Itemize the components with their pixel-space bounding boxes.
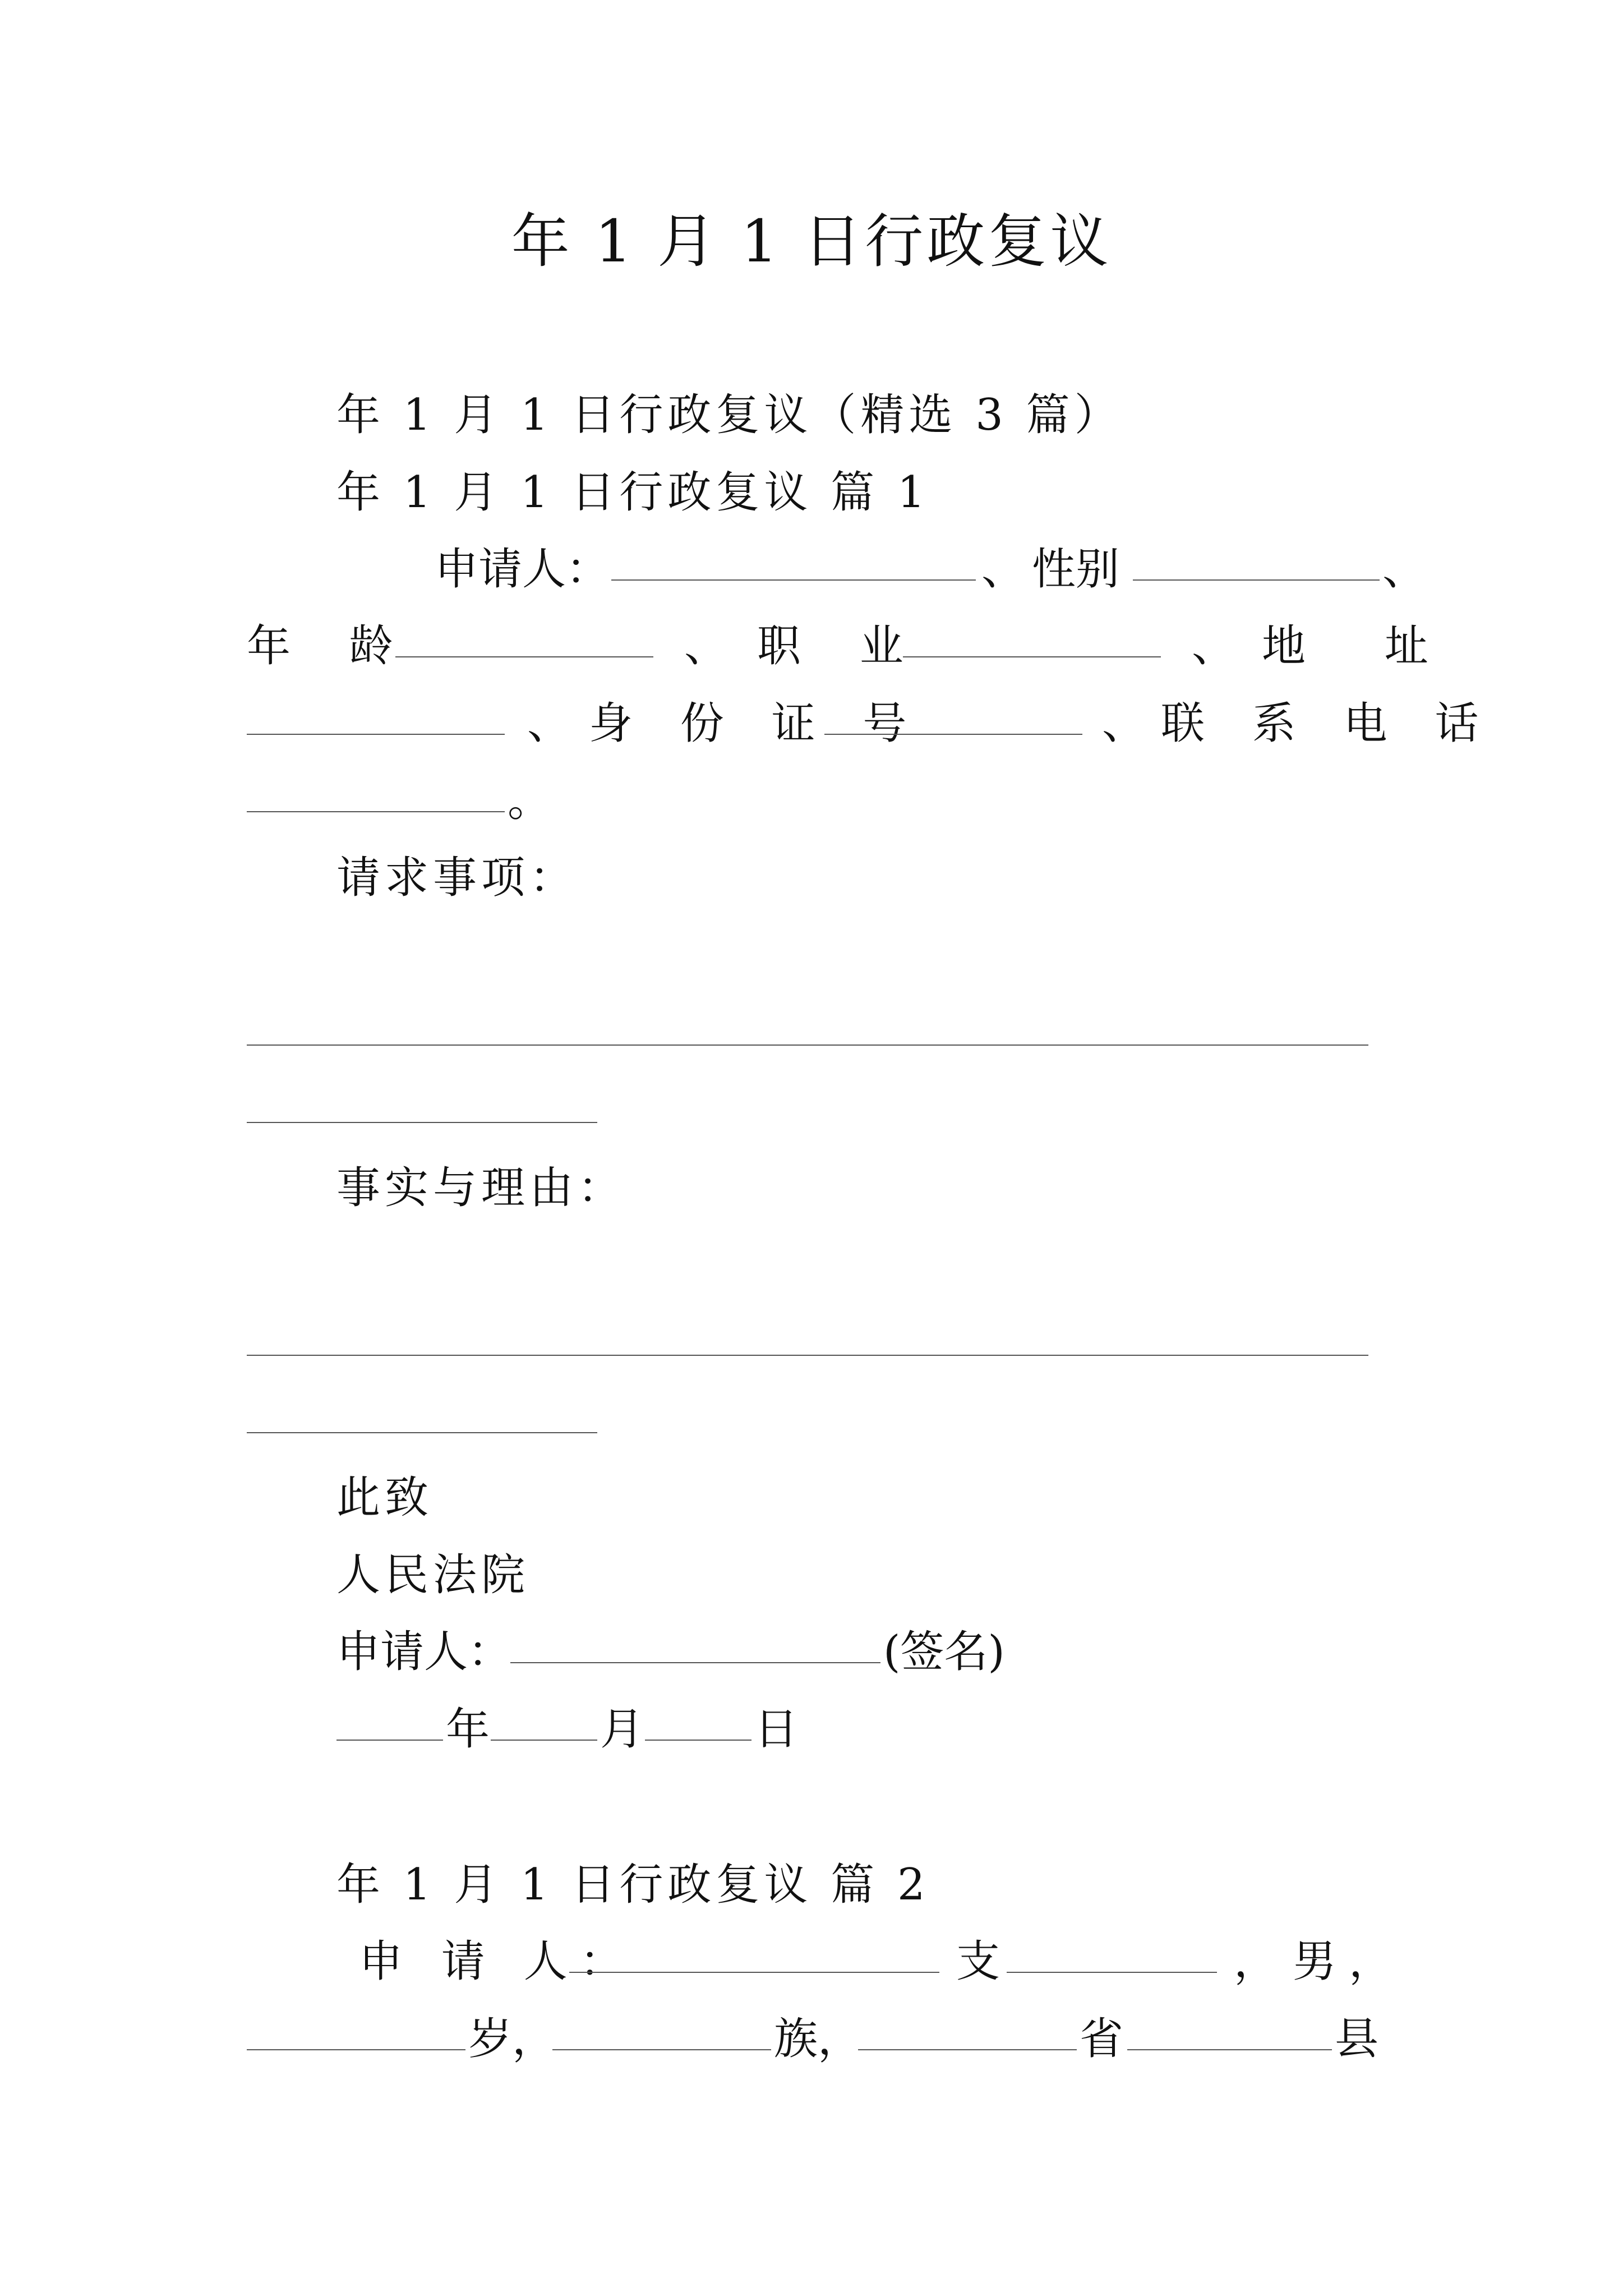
id-label: 身 份 证 号: [589, 698, 924, 749]
year-char: 年: [446, 1704, 490, 1755]
county-field[interactable]: [1127, 2011, 1332, 2050]
gender-label: 性别: [1032, 544, 1120, 595]
separator: ，: [1349, 1936, 1393, 1987]
request-line-1[interactable]: [247, 1045, 1368, 1046]
request-label: 请求事项：: [336, 853, 578, 903]
address-label: 地 址: [1262, 621, 1461, 671]
sign-note: (签名): [883, 1627, 1005, 1677]
branch-char: 支: [956, 1936, 1000, 1987]
province-char: 省: [1080, 2014, 1124, 2064]
age-label: 年 龄: [247, 621, 416, 671]
branch-field[interactable]: [1007, 1934, 1217, 1973]
request-line-2[interactable]: [247, 1122, 597, 1123]
gender-field[interactable]: [1133, 541, 1380, 581]
ethnic-field[interactable]: [552, 2011, 771, 2050]
applicant-label: 申请人：: [435, 544, 610, 595]
month-field[interactable]: [491, 1701, 597, 1741]
job-label: 职 业: [757, 621, 926, 671]
separator: 、: [527, 698, 571, 749]
document-subtitle: 年 1 月 1 日行政复议（精选 3 篇）: [336, 390, 1123, 440]
ethnic-suffix: 族，: [774, 2014, 862, 2064]
court-name: 人民法院: [336, 1550, 530, 1600]
gender-male: 男: [1293, 1936, 1337, 1987]
year-field[interactable]: [336, 1701, 443, 1741]
separator: ，: [1234, 1936, 1278, 1987]
phone-label: 联 系 电 话: [1161, 698, 1496, 749]
separator: 、: [1382, 544, 1427, 595]
closing: 此致: [336, 1473, 434, 1523]
id-number-field[interactable]: [824, 696, 1082, 735]
end-mark: 。: [508, 776, 552, 826]
document-title: 年 1 月 1 日行政复议: [511, 207, 1112, 275]
part2-applicant-field[interactable]: [569, 1934, 939, 1973]
job-field[interactable]: [903, 618, 1161, 657]
facts-label: 事实与理由：: [336, 1163, 626, 1213]
part2-heading: 年 1 月 1 日行政复议 篇 2: [336, 1860, 930, 1910]
facts-line-1[interactable]: [247, 1355, 1368, 1356]
age-field[interactable]: [247, 2011, 465, 2050]
facts-line-2[interactable]: [247, 1432, 597, 1433]
applicant-name-field[interactable]: [611, 541, 976, 581]
age-field[interactable]: [395, 618, 653, 657]
separator: 、: [1102, 698, 1146, 749]
sign-label: 申请人：: [336, 1627, 512, 1677]
county-char: 县: [1335, 2014, 1379, 2064]
separator: 、: [981, 544, 1026, 595]
signature-field[interactable]: [510, 1624, 880, 1663]
part2-applicant-label: 申 请 人：: [359, 1936, 636, 1987]
part1-heading: 年 1 月 1 日行政复议 篇 1: [336, 467, 930, 518]
age-suffix: 岁，: [468, 2014, 556, 2064]
separator: 、: [684, 621, 728, 671]
address-field[interactable]: [247, 696, 505, 735]
separator: 、: [1192, 621, 1236, 671]
province-field[interactable]: [858, 2011, 1077, 2050]
day-field[interactable]: [645, 1701, 751, 1741]
month-char: 月: [600, 1704, 644, 1755]
phone-field[interactable]: [247, 773, 505, 812]
day-char: 日: [754, 1704, 799, 1755]
